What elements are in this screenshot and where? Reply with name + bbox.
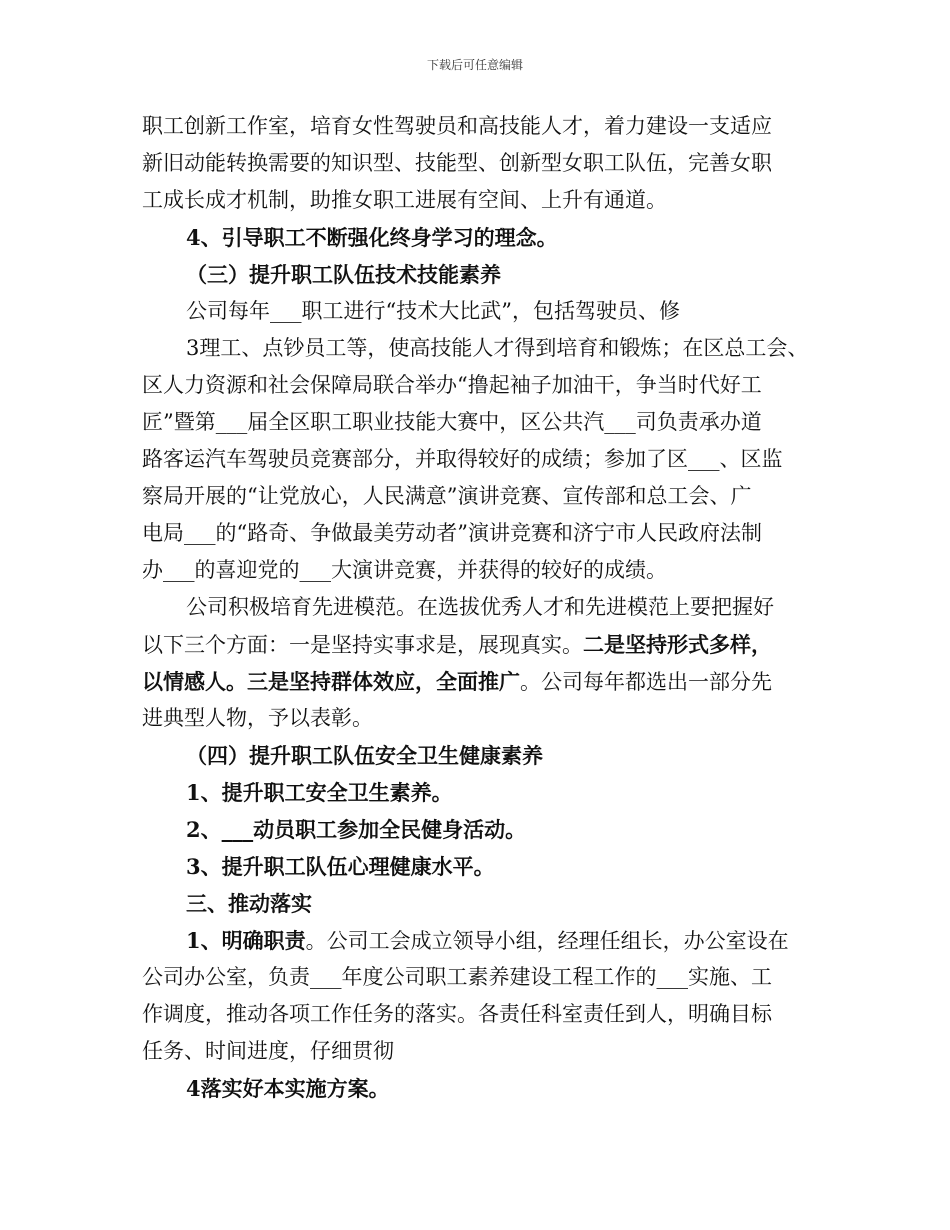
text-span: 。公司每年都选出一部分先 [520,670,772,694]
paragraph-line: 作调度，推动各项工作任务的落实。各责任科室责任到人，明确目标 [142,1002,772,1026]
text-span: 以下三个方面：一是坚持实事求是，展现真实。 [142,633,583,657]
text-span: 。公司工会成立领导小组，经理任组长，办公室设在 [305,929,789,953]
list-item-heading: 1、提升职工安全卫生素养。 [186,780,453,805]
list-item-heading: 2、___动员职工参加全民健身活动。 [186,817,527,842]
paragraph-line: 工成长成才机制，助推女职工进展有空间、上升有通道。 [142,188,667,212]
paragraph-line: 任务、时间进度，仔细贯彻 [142,1039,394,1063]
bold-text-span: 二是坚持形式多样， [583,632,772,657]
paragraph-line: 路客运汽车驾驶员竞赛部分，并取得较好的成绩；参加了区___、区监 [142,447,783,471]
document-body [142,108,814,1107]
paragraph-line: 匠”暨第___届全区职工职业技能大赛中，区公共汽___司负责承办道 [142,410,762,434]
paragraph-line: 新旧动能转换需要的知识型、技能型、创新型女职工队伍，完善女职 [142,151,772,175]
list-item-heading: 4落实好本实施方案。 [186,1076,390,1101]
list-item-heading: 4、引导职工不断强化终身学习的理念。 [186,225,558,250]
bold-text-span: 1、明确职责 [186,928,306,953]
section-heading: （四）提升职工队伍安全卫生健康素养 [186,743,543,768]
bold-text-span: 以情感人。三是坚持群体效应，全面推广 [142,669,520,694]
page-header: 下载后可任意编辑 [426,58,523,72]
list-item-heading: 3、提升职工队伍心理健康水平。 [186,854,495,879]
paragraph-line [142,626,814,663]
paragraph-line: 职工创新工作室，培育女性驾驶员和高技能人才，着力建设一支适应 [142,114,772,138]
paragraph-line: 3理工、点钞员工等，使高技能人才得到培育和锻炼；在区总工会、 [186,336,809,360]
paragraph-line [142,922,814,959]
paragraph-line: 区人力资源和社会保障局联合举办“撸起袖子加油干，争当时代好工 [142,373,762,397]
section-heading: （三）提升职工队伍技术技能素养 [186,262,501,287]
paragraph-line: 察局开展的“让党放心，人民满意”演讲竞赛、宣传部和总工会、广 [142,484,752,508]
paragraph-line: 电局___的“路奇、争做最美劳动者”演讲竞赛和济宁市人民政府法制 [142,521,762,545]
paragraph-line [142,663,814,700]
paragraph-line: 公司每年___职工进行“技术大比武”，包括驾驶员、修 [186,299,680,323]
section-heading: 三、推动落实 [186,891,312,916]
paragraph-line: 公司积极培育先进模范。在选拔优秀人才和先进模范上要把握好 [186,595,774,619]
paragraph-line: 办___的喜迎党的___大演讲竞赛，并获得的较好的成绩。 [142,558,667,582]
paragraph-line: 公司办公室，负责___年度公司职工素养建设工程工作的___实施、工 [142,965,772,989]
paragraph-line: 进典型人物，予以表彰。 [142,706,373,730]
